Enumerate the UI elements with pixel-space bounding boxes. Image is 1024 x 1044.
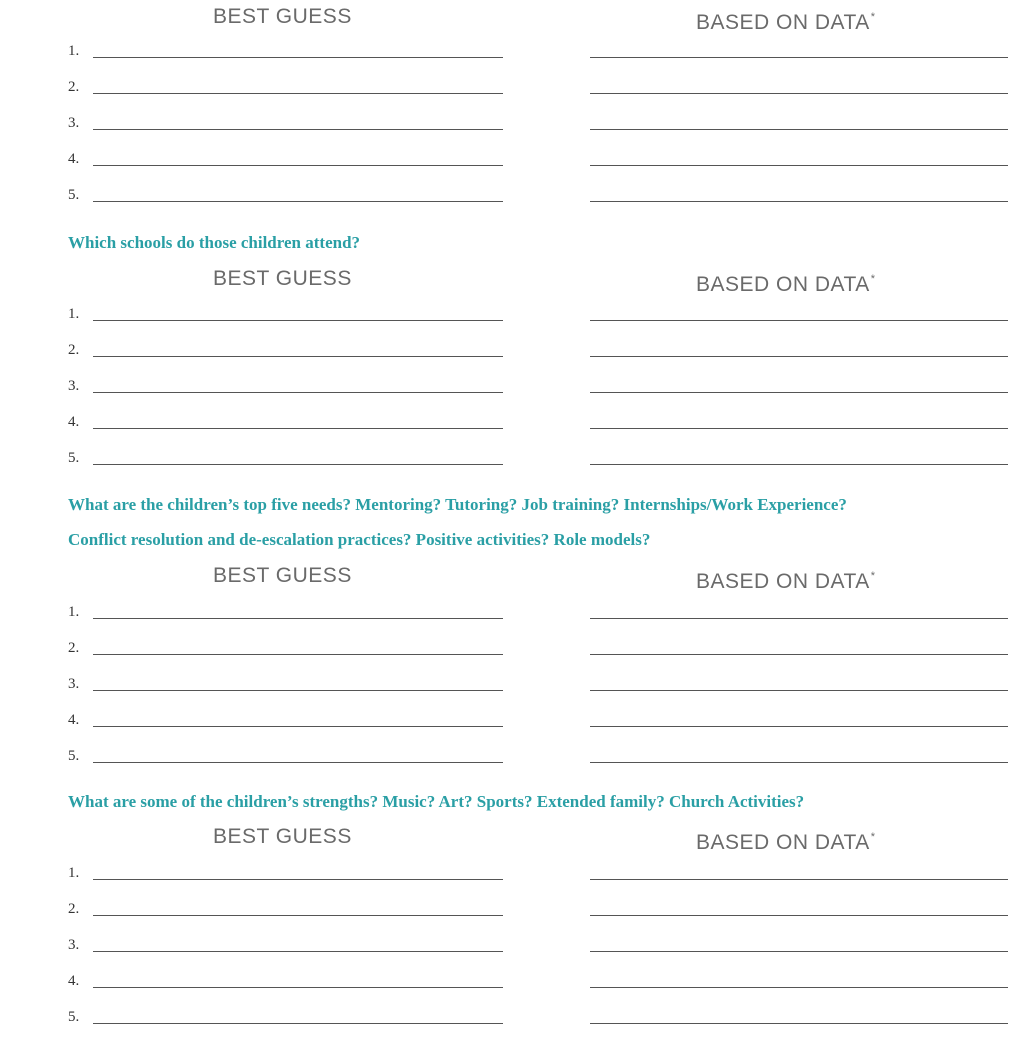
- answer-row: [0, 1006, 1024, 1026]
- answer-row: [0, 673, 1024, 693]
- answer-row: [0, 184, 1024, 204]
- row-number: 3.: [68, 115, 80, 131]
- data-answer-line[interactable]: [590, 1023, 1008, 1024]
- data-answer-line[interactable]: [590, 726, 1008, 727]
- answer-row: [0, 375, 1024, 395]
- column-header-based-on-data: BASED ON DATA*: [696, 570, 876, 593]
- answer-row: [0, 40, 1024, 60]
- best-guess-answer-line[interactable]: [93, 915, 503, 916]
- row-number: 4.: [68, 414, 80, 430]
- row-number: 1.: [68, 306, 80, 322]
- row-number: 4.: [68, 712, 80, 728]
- data-answer-line[interactable]: [590, 320, 1008, 321]
- data-answer-line[interactable]: [590, 879, 1008, 880]
- column-header-best-guess: BEST GUESS: [213, 825, 352, 848]
- row-number: 4.: [68, 973, 80, 989]
- answer-row: [0, 970, 1024, 990]
- column-header-best-guess: BEST GUESS: [213, 5, 352, 28]
- answer-row: [0, 339, 1024, 359]
- answer-row: [0, 745, 1024, 765]
- row-number: 3.: [68, 937, 80, 953]
- answer-row: [0, 862, 1024, 882]
- data-answer-line[interactable]: [590, 392, 1008, 393]
- answer-row: [0, 148, 1024, 168]
- answer-row: [0, 601, 1024, 621]
- data-answer-line[interactable]: [590, 915, 1008, 916]
- data-answer-line[interactable]: [590, 690, 1008, 691]
- data-answer-line[interactable]: [590, 951, 1008, 952]
- best-guess-answer-line[interactable]: [93, 464, 503, 465]
- answer-row: [0, 709, 1024, 729]
- data-answer-line[interactable]: [590, 762, 1008, 763]
- row-number: 1.: [68, 604, 80, 620]
- best-guess-answer-line[interactable]: [93, 762, 503, 763]
- best-guess-answer-line[interactable]: [93, 356, 503, 357]
- answer-row: [0, 934, 1024, 954]
- column-header-best-guess: BEST GUESS: [213, 564, 352, 587]
- question-needs: What are the children’s top five needs? Mentoring? Tutoring? Job training? Internships/Work Experience?: [68, 495, 847, 514]
- answer-row: [0, 303, 1024, 323]
- row-number: 5.: [68, 187, 80, 203]
- question-strengths: What are some of the children’s strengths? Music? Art? Sports? Extended family? Church Activities?: [68, 792, 805, 811]
- data-answer-line[interactable]: [590, 165, 1008, 166]
- best-guess-answer-line[interactable]: [93, 654, 503, 655]
- best-guess-answer-line[interactable]: [93, 690, 503, 691]
- best-guess-answer-line[interactable]: [93, 987, 503, 988]
- row-number: 4.: [68, 151, 80, 167]
- best-guess-answer-line[interactable]: [93, 320, 503, 321]
- row-number: 5.: [68, 1009, 80, 1025]
- best-guess-answer-line[interactable]: [93, 1023, 503, 1024]
- answer-row: [0, 411, 1024, 431]
- answer-row: [0, 637, 1024, 657]
- best-guess-answer-line[interactable]: [93, 428, 503, 429]
- best-guess-answer-line[interactable]: [93, 129, 503, 130]
- data-answer-line[interactable]: [590, 93, 1008, 94]
- best-guess-answer-line[interactable]: [93, 392, 503, 393]
- question-needs-continued: Conflict resolution and de-escalation practices? Positive activities? Role models?: [68, 530, 651, 549]
- data-answer-line[interactable]: [590, 618, 1008, 619]
- row-number: 1.: [68, 865, 80, 881]
- row-number: 1.: [68, 43, 80, 59]
- best-guess-answer-line[interactable]: [93, 618, 503, 619]
- data-answer-line[interactable]: [590, 428, 1008, 429]
- question-schools: Which schools do those children attend?: [68, 233, 361, 252]
- best-guess-answer-line[interactable]: [93, 57, 503, 58]
- row-number: 3.: [68, 378, 80, 394]
- column-header-based-on-data: BASED ON DATA*: [696, 273, 876, 296]
- column-header-best-guess: BEST GUESS: [213, 267, 352, 290]
- answer-row: [0, 898, 1024, 918]
- column-header-based-on-data: BASED ON DATA*: [696, 831, 876, 854]
- data-answer-line[interactable]: [590, 57, 1008, 58]
- best-guess-answer-line[interactable]: [93, 201, 503, 202]
- best-guess-answer-line[interactable]: [93, 165, 503, 166]
- data-answer-line[interactable]: [590, 654, 1008, 655]
- row-number: 5.: [68, 450, 80, 466]
- data-answer-line[interactable]: [590, 987, 1008, 988]
- data-answer-line[interactable]: [590, 129, 1008, 130]
- row-number: 3.: [68, 676, 80, 692]
- answer-row: [0, 76, 1024, 96]
- row-number: 2.: [68, 342, 80, 358]
- data-answer-line[interactable]: [590, 464, 1008, 465]
- best-guess-answer-line[interactable]: [93, 726, 503, 727]
- column-header-based-on-data: BASED ON DATA*: [696, 11, 876, 34]
- row-number: 2.: [68, 640, 80, 656]
- best-guess-answer-line[interactable]: [93, 879, 503, 880]
- answer-row: [0, 112, 1024, 132]
- answer-row: [0, 447, 1024, 467]
- row-number: 5.: [68, 748, 80, 764]
- row-number: 2.: [68, 79, 80, 95]
- best-guess-answer-line[interactable]: [93, 951, 503, 952]
- data-answer-line[interactable]: [590, 356, 1008, 357]
- row-number: 2.: [68, 901, 80, 917]
- data-answer-line[interactable]: [590, 201, 1008, 202]
- best-guess-answer-line[interactable]: [93, 93, 503, 94]
